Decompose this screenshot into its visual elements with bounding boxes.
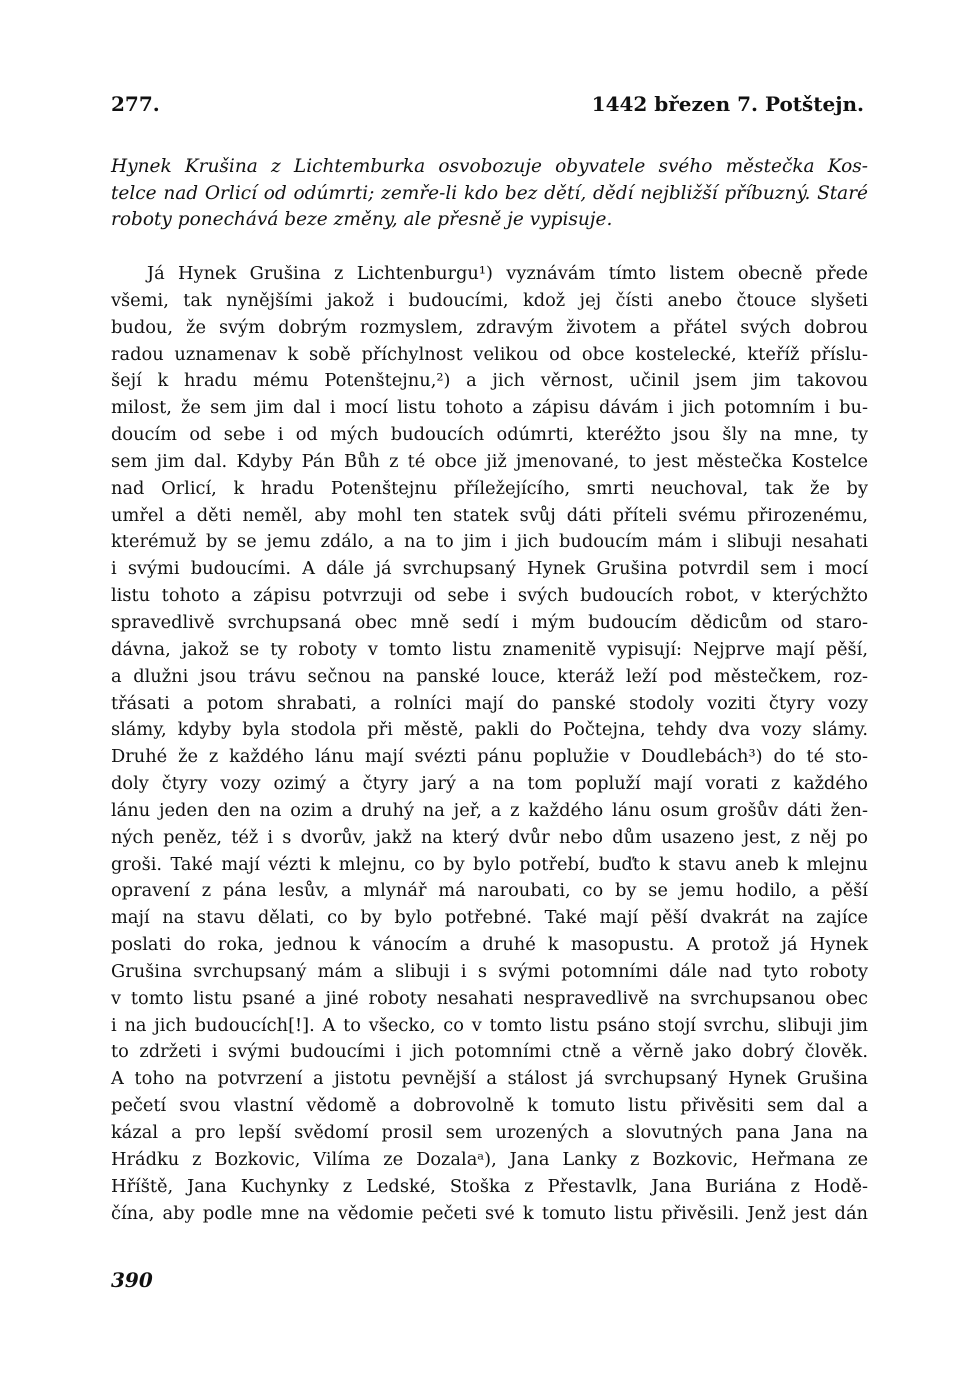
body-text-line: mají na stavu dělati, co by bylo potřebné. Také mají pěší dvakrát na zajíce xyxy=(111,907,868,929)
body-text-line: Já Hynek Grušina z Lichtenburgu¹) vyznávám tímto listem obecně přede xyxy=(147,263,868,284)
body-text-line: pečetí svou vlastní vědomě a dobrovolně k tomuto listu přivěsiti sem dal a xyxy=(111,1095,868,1117)
body-text-line: kterémuž by se jemu zdálo, a na to jim i jich budoucím mám i slibuji nesahati xyxy=(111,531,868,553)
body-text-line: třásati a potom shrabati, a rolníci mají do panské stodoly voziti čtyry vozy xyxy=(111,692,868,714)
body-text-line: slámy, kdyby byla stodola při městě, pakli do Počtejna, tehdy dva vozy slámy. xyxy=(111,719,868,741)
body-text-line: i na jich budoucích[!]. A to všecko, co v tomto listu psáno stojí svrchu, slibuji jim xyxy=(111,1014,868,1036)
body-text-line: čína, aby podle mne na vědomie pečeti své k tomuto listu přivěsili. Jenž jest dán xyxy=(111,1202,868,1224)
body-text-line: kázal a pro lepší svědomí prosil sem urozených a slovutných pana Jana na xyxy=(111,1122,868,1143)
page-number: 390 xyxy=(111,1268,153,1292)
body-text-line: nad Orlicí, k hradu Potenštejnu příležejícího, smrti neuchoval, tak že by xyxy=(111,477,868,499)
body-text-line: milost, že sem jim dal i mocí listu tohoto a zápisu dávám i jich potomním i bu- xyxy=(111,397,868,419)
body-text-line: a dlužni jsou trávu sečnou na panské louce, kteráž leží pod městečkem, roz- xyxy=(111,665,868,687)
body-text-line: sem jim dal. Kdyby Pán Bůh z té obce již jmenované, to jest městečka Kostelce xyxy=(111,450,868,472)
body-text-line: Hříště, Jana Kuchynky z Ledské, Stoška z Přestavlk, Jana Buriána z Hodě- xyxy=(111,1175,868,1197)
body-text-line: poslati do roka, jednou k vánocím a druhé k masopustu. A protož já Hynek xyxy=(111,934,868,956)
body-text-line: Grušina svrchupsaný mám a slibuji i s svými potomními dále nad tyto roboty xyxy=(111,960,868,982)
body-text-line: A toho na potvrzení a jistotu pevnější a stálost já svrchupsaný Hynek Grušina xyxy=(111,1068,868,1090)
body-text-line: Hrádku z Bozkovic, Vilíma ze Dozalaᵃ), Jana Lanky z Bozkovic, Heřmana ze xyxy=(111,1148,868,1170)
regest-summary xyxy=(111,154,868,234)
body-text-line: umřel a děti neměl, aby mohl ten statek svůj dáti příteli svému přirozenému, xyxy=(111,504,868,526)
body-text-line: v tomto listu psané a jiné roboty nesahati nespravedlivě na svrchupsanou obec xyxy=(111,987,868,1009)
body-text-line: lánu jeden den na ozim a druhý na jeř, a z každého lánu osum grošův dáti žen- xyxy=(111,799,868,821)
body-text-line: doucím od sebe i od mých budoucích odúmrti, kteréžto jsou šly na mne, ty xyxy=(111,424,868,446)
date-place: 1442 březen 7. Potštejn. xyxy=(591,92,864,116)
document-body-text xyxy=(111,261,868,1227)
body-text-line: budou, že svým dobrým rozmyslem, zdravým životem a přátel svých dobrou xyxy=(111,316,868,338)
regest-line: telce nad Orlicí od odúmrti; zemře-li kdo bez dětí, dědí nejbližší příbuzný. Staré xyxy=(111,182,868,204)
body-text-line: radou uznamenav k sobě příchylnost velikou od obce kostelecké, kteříž příslu- xyxy=(111,343,868,365)
body-text-line: Druhé že z každého lánu mají svézti pánu poplužie v Doudlebách³) do té sto- xyxy=(111,746,868,768)
body-text-line: to zdržeti i svými budoucími i jich potomními ctně a věrně jako dobrý člověk. xyxy=(111,1041,868,1063)
body-text-line: listu tohoto a zápisu potvrzuji od sebe i svých budoucích robot, v kterýchžto xyxy=(111,585,868,607)
body-text-line: opravení z pána lesův, a mlynář má naroubati, co by se jemu hodilo, a pěší xyxy=(111,880,868,902)
body-text-line: všemi, tak nynějšími jakož i budoucími, kdož jej čísti anebo čtouce slyšeti xyxy=(111,289,868,311)
document-number: 277. xyxy=(111,92,160,116)
body-text-line: ných peněz, též i s dvorův, jakž na který dvůr nebo dům usazeno jest, z něj po xyxy=(111,826,868,848)
body-text-line: i svými budoucími. A dále já svrchupsaný Hynek Grušina potvrdil sem i mocí xyxy=(111,558,868,580)
body-text-line: šejí k hradu mému Potenštejnu,²) a jich věrnost, učinil jsem jim takovou xyxy=(111,370,868,392)
body-text-line: dávna, jakož se ty roboty v tomto listu znamenitě vypisují: Nejprve mají pěší, xyxy=(111,638,868,660)
regest-line: Hynek Krušina z Lichtemburka osvobozuje obyvatele svého městečka Kos- xyxy=(111,156,868,177)
body-text-line: doly čtyry vozy ozimý a čtyry jarý a na tom popluží mají vorati z každého xyxy=(111,773,868,795)
regest-line: roboty ponechává beze změny, ale přesně je vypisuje. xyxy=(111,209,613,230)
body-text-line: spravedlivě svrchupsaná obec mně sedí i mým budoucím dědicům od staro- xyxy=(111,611,868,633)
body-text-line: groši. Také mají vézti k mlejnu, co by bylo potřebí, buďto k stavu aneb k mlejnu xyxy=(111,853,868,875)
